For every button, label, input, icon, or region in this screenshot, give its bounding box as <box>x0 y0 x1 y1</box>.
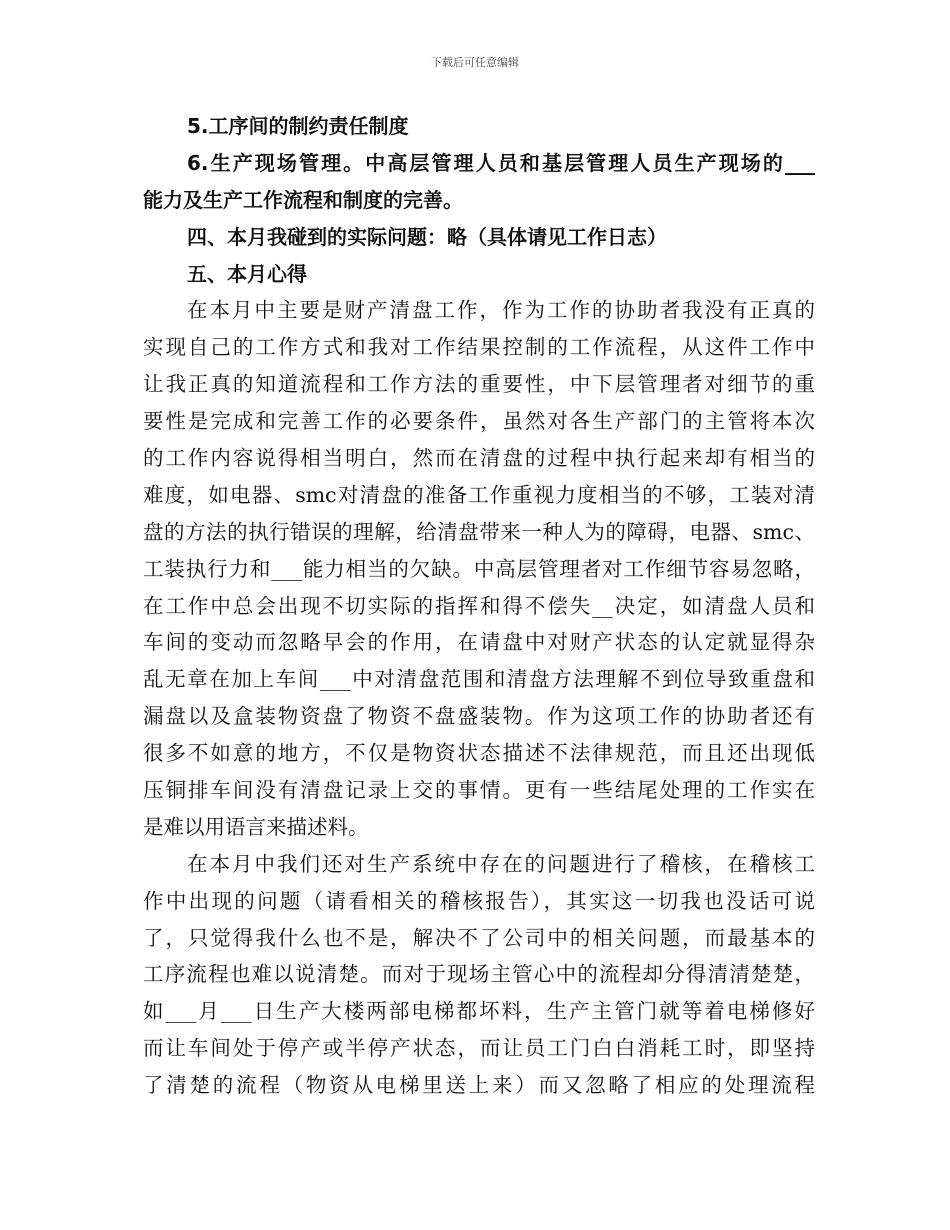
text-line: 车间的变动而忽略早会的作用，在请盘中对财产状态的认定就显得杂 <box>143 630 815 655</box>
text-line: 而让车间处于停产或半停产状态，而让员工门白白消耗工时，即坚持 <box>143 1036 815 1061</box>
text-line: 五、本月心得 <box>187 261 307 286</box>
text-line: 工序流程也难以说清楚。而对于现场主管心中的流程却分得清清楚楚， <box>143 962 815 987</box>
text-line: 是难以用语言来描述料。 <box>143 814 369 839</box>
text-line: 作中出现的问题（请看相关的稽核报告），其实这一切我也没话可说 <box>143 888 815 913</box>
text-line: 了清楚的流程（物资从电梯里送上来）而又忽略了相应的处理流程 <box>143 1073 815 1098</box>
text-line: 在本月中我们还对生产系统中存在的问题进行了稽核，在稽核工 <box>187 851 815 876</box>
text-line: 很多不如意的地方，不仅是物资状态描述不法律规范，而且还出现低 <box>143 741 815 766</box>
text-line: 让我正真的知道流程和工作方法的重要性，中下层管理者对细节的重 <box>143 372 815 397</box>
text-line: 四、本月我碰到的实际问题：略（具体请见工作日志） <box>187 224 667 249</box>
text-line: 工装执行力和___能力相当的欠缺。中高层管理者对工作细节容易忽略， <box>143 556 815 581</box>
document-body <box>143 108 815 1104</box>
text-line: 漏盘以及盒装物资盘了物资不盘盛装物。作为这项工作的协助者还有 <box>143 704 815 729</box>
text-line: 实现自己的工作方式和我对工作结果控制的工作流程，从这件工作中 <box>143 335 815 360</box>
text-line: 如___月___日生产大楼两部电梯都坏料，生产主管门就等着电梯修好 <box>143 999 815 1024</box>
text-line: 要性是完成和完善工作的必要条件，虽然对各生产部门的主管将本次 <box>143 409 815 434</box>
text-line: 的工作内容说得相当明白，然而在清盘的过程中执行起来却有相当的 <box>143 446 815 471</box>
text-line: 了，只觉得我什么也不是，解决不了公司中的相关问题，而最基本的 <box>143 925 815 950</box>
text-line: 能力及生产工作流程和制度的完善。 <box>143 187 463 212</box>
text-line: 6.生产现场管理。中高层管理人员和基层管理人员生产现场的___ <box>187 150 815 175</box>
text-line: 压铜排车间没有清盘记录上交的事情。更有一些结尾处理的工作实在 <box>143 778 815 803</box>
text-line: 盘的方法的执行错误的理解，给清盘带来一种人为的障碍，电器、smc、 <box>143 519 815 544</box>
text-line: 在工作中总会出现不切实际的指挥和得不偿失__决定，如清盘人员和 <box>143 593 815 618</box>
text-line: 在本月中主要是财产清盘工作，作为工作的协助者我没有正真的 <box>187 298 815 323</box>
text-line: 5.工序间的制约责任制度 <box>187 114 409 138</box>
text-line: 难度，如电器、smc对清盘的准备工作重视力度相当的不够，工装对清 <box>143 482 815 507</box>
text-line: 乱无章在加上车间___中对清盘范围和清盘方法理解不到位导致重盘和 <box>143 667 815 692</box>
header-note: 下载后可任意编辑 <box>431 56 519 69</box>
